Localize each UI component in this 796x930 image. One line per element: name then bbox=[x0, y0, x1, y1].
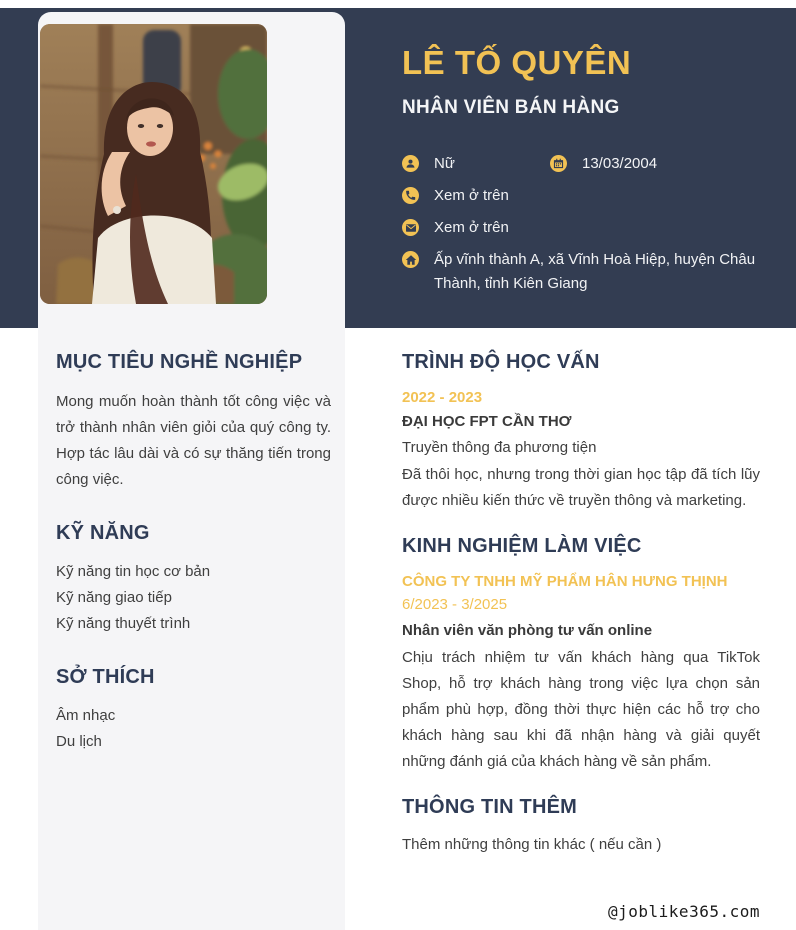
skill-item: Kỹ năng tin học cơ bản bbox=[56, 563, 211, 580]
education-heading: TRÌNH ĐỘ HỌC VẤN bbox=[402, 351, 600, 373]
additional-heading: THÔNG TIN THÊM bbox=[402, 796, 578, 818]
education-school: ĐẠI HỌC FPT CẦN THƠ bbox=[402, 413, 572, 430]
skills-heading: KỸ NĂNG bbox=[56, 522, 150, 544]
watermark: @joblike365.com bbox=[608, 902, 760, 921]
mail-icon bbox=[402, 219, 419, 236]
main-content bbox=[402, 350, 760, 859]
skills-list bbox=[56, 559, 331, 637]
experience-period: 6/2023 - 3/2025 bbox=[402, 596, 508, 613]
hobby-item: Âm nhạc bbox=[56, 707, 116, 724]
birthday-value: 13/03/2004 bbox=[582, 155, 658, 172]
candidate-job-title: NHÂN VIÊN BÁN HÀNG bbox=[402, 97, 620, 118]
candidate-name: LÊ TỐ QUYÊN bbox=[402, 44, 632, 81]
section-skills bbox=[56, 521, 331, 637]
skill-item: Kỹ năng thuyết trình bbox=[56, 615, 191, 632]
section-hobbies bbox=[56, 665, 331, 755]
education-description: Đã thôi học, nhưng trong thời gian học tập đã tích lũy được nhiều kiến thức về truyền thông và marketing. bbox=[402, 466, 760, 509]
objective-heading: MỤC TIÊU NGHỀ NGHIỆP bbox=[56, 351, 303, 373]
phone-value: Xem ở trên bbox=[434, 187, 509, 204]
contact-email bbox=[402, 216, 764, 239]
section-additional bbox=[402, 795, 760, 857]
calendar-icon bbox=[550, 155, 567, 172]
contact-row-gender-birthday bbox=[402, 152, 764, 175]
experience-company: CÔNG TY TNHH MỸ PHẨM HÂN HƯNG THỊNH bbox=[402, 573, 728, 590]
gender-value: Nữ bbox=[434, 155, 455, 172]
hobbies-heading: SỞ THÍCH bbox=[56, 666, 155, 688]
home-icon bbox=[402, 251, 419, 268]
email-value: Xem ở trên bbox=[434, 219, 509, 236]
contact-birthday bbox=[550, 152, 657, 175]
section-education bbox=[402, 350, 760, 514]
contact-gender bbox=[402, 152, 550, 175]
user-icon bbox=[402, 155, 419, 172]
additional-body: Thêm những thông tin khác ( nếu cần ) bbox=[402, 836, 662, 853]
profile-photo bbox=[40, 24, 267, 304]
experience-description: Chịu trách nhiệm tư vấn khách hàng qua TikTok Shop, hỗ trợ khách hàng trong việc lựa chọn sản phẩm phù hợp, đồng thời thực hiện các hỗ trợ cho khách hàng sau khi đã nhận hàng và giải quyết những đánh giá của khách hàng về sản phẩm. bbox=[402, 649, 760, 770]
sidebar-content bbox=[38, 350, 345, 755]
education-major: Truyền thông đa phương tiện bbox=[402, 439, 597, 456]
address-value: Ấp vĩnh thành A, xã Vĩnh Hoà Hiệp, huyện Châu Thành, tỉnh Kiên Giang bbox=[434, 251, 756, 292]
education-period: 2022 - 2023 bbox=[402, 389, 483, 406]
section-experience bbox=[402, 534, 760, 775]
contact-phone bbox=[402, 184, 764, 207]
experience-role: Nhân viên văn phòng tư vấn online bbox=[402, 622, 653, 639]
experience-heading: KINH NGHIỆM LÀM VIỆC bbox=[402, 535, 642, 557]
hobbies-list bbox=[56, 703, 331, 755]
hobby-item: Du lịch bbox=[56, 733, 102, 750]
header-identity bbox=[402, 44, 764, 305]
objective-body: Mong muốn hoàn thành tốt công việc và trở thành nhân viên giỏi của quý công ty. Hợp tác lâu dài và có sự thăng tiến trong công việc. bbox=[56, 393, 331, 488]
skill-item: Kỹ năng giao tiếp bbox=[56, 589, 172, 606]
section-objective bbox=[56, 350, 331, 493]
contact-address bbox=[402, 248, 764, 296]
phone-icon bbox=[402, 187, 419, 204]
contact-list bbox=[402, 152, 764, 296]
